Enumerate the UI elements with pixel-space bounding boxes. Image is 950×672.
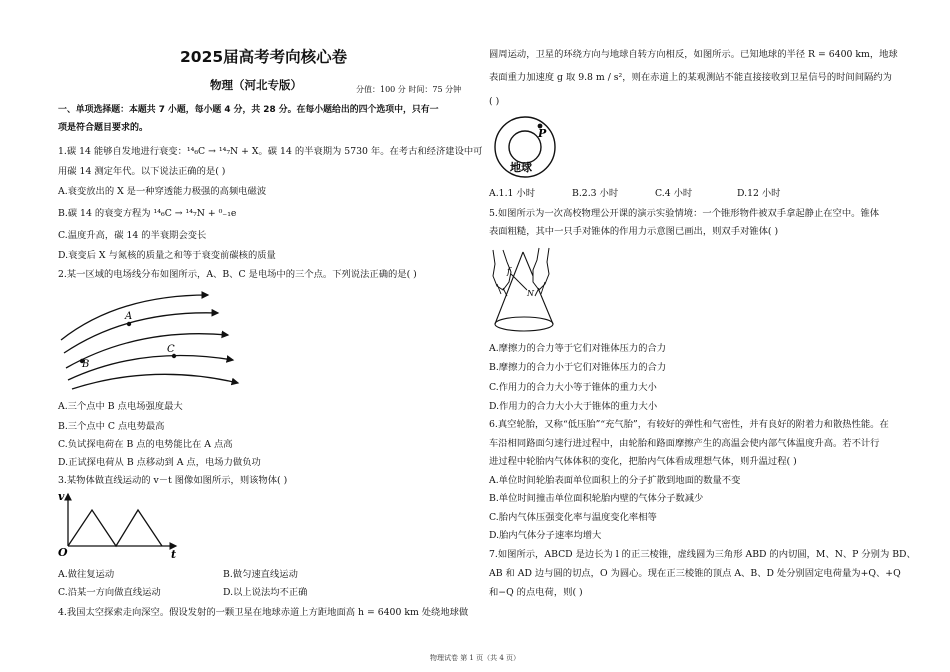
q7-stem: 7.如图所示，ABCD 是边长为 l 的正三棱锥，虚线圆为三角形 ABD 的内切圆，M、N、P 分别为 BD、 <box>489 549 916 560</box>
q1-stem: 1.碳 14 能够自发地进行衰变：¹⁴₆C → ¹⁴₇N + X。碳 14 的半衰期为 5730 年。在考古和经济建设中可 <box>58 146 483 157</box>
q4-stem: 4.我国太空探索走向深空。假设发射的一颗卫星在地球赤道上方距地面高 h = 6400 km 处绕地球做 <box>58 607 469 618</box>
q6-option-a: A.单位时间轮胎表面单位面积上的分子扩散到地面的数量不变 <box>489 475 741 486</box>
earth-circle <box>509 131 541 163</box>
field-line <box>61 295 208 340</box>
right-hand <box>533 248 549 290</box>
exam-title: 2025届高考考向核心卷 <box>180 48 348 66</box>
cone-base <box>495 317 553 331</box>
q1-stem-2: 用碳 14 测定年代。以下说法正确的是( ) <box>58 166 226 177</box>
q2-option-b: B.三个点中 C 点电势最高 <box>58 421 165 432</box>
label-c: C <box>167 344 175 355</box>
label-f: f <box>507 267 511 277</box>
q5-stem: 5.如图所示为一次高校物理公开课的演示实验情境：一个锥形物件被双手拿起静止在空中。锥体 <box>489 208 880 219</box>
q6-stem: 6.真空轮胎，又称“低压胎”“充气胎”，有较好的弹性和气密性，并有良好的附着力和散热性能。在 <box>489 419 889 430</box>
section-heading-2: 项是符合题目要求的。 <box>58 123 149 133</box>
field-line <box>68 356 233 381</box>
q1-option-d: D.衰变后 X 与氮核的质量之和等于衰变前碳核的质量 <box>58 250 276 261</box>
origin-label: O <box>58 546 68 559</box>
axis-v-label: v <box>58 490 65 503</box>
q3-option-a: A.做往复运动 <box>58 569 115 580</box>
point-a <box>127 322 131 326</box>
exam-meta: 分值：100 分 时间：75 分钟 <box>356 85 462 94</box>
q6-option-c: C.胎内气体压强变化率与温度变化率相等 <box>489 512 657 523</box>
cone-hands-figure <box>489 244 559 336</box>
q4-option-a: A.1.1 小时 <box>489 188 536 199</box>
q4-option-c: C.4 小时 <box>655 188 693 199</box>
field-line <box>64 313 218 353</box>
q3-option-b: B.做匀速直线运动 <box>223 569 298 580</box>
field-line <box>72 374 238 389</box>
q4-stem-3: 表面重力加速度 g 取 9.8 m / s²，则在赤道上的某观测站不能直接接收到卫星信号的时间间隔约为 <box>489 72 892 83</box>
q4-stem-2: 圆周运动，卫星的环绕方向与地球自转方向相反，如图所示。已知地球的半径 R = 6400 km，地球 <box>489 49 898 60</box>
q1-option-a: A.衰变放出的 X 是一种穿透能力极强的高频电磁波 <box>58 186 267 197</box>
q1-option-c: C.温度升高，碳 14 的半衰期会变长 <box>58 230 207 241</box>
q4-stem-4: ( ) <box>489 96 500 107</box>
q2-stem: 2.某一区域的电场线分布如图所示，A、B、C 是电场中的三个点。下列说法正确的是( ) <box>58 269 417 280</box>
earth-orbit-figure <box>493 114 557 180</box>
q3-option-d: D.以上说法均不正确 <box>223 587 308 598</box>
q5-option-b: B.摩擦力的合力小于它们对锥体压力的合力 <box>489 362 667 373</box>
q6-option-d: D.胎内气体分子速率均增大 <box>489 530 602 541</box>
q3-option-c: C.沿某一方向做直线运动 <box>58 587 161 598</box>
q3-stem: 3.某物体做直线运动的 v－t 图像如图所示，则该物体( ) <box>58 475 288 486</box>
page-footer: 物理试卷 第 1 页（共 4 页） <box>429 654 521 662</box>
q4-option-b: B.2.3 小时 <box>572 188 619 199</box>
label-n: N <box>527 289 534 298</box>
label-a: A <box>125 311 133 322</box>
q1-option-b: B.碳 14 的衰变方程为 ¹⁴₆C → ¹⁴₇N + ⁰₋₁e <box>58 208 237 219</box>
q6-stem-3: 进过程中轮胎内气体体积的变化，把胎内气体看成理想气体，则升温过程( ) <box>489 456 797 467</box>
normal-force-arrow <box>519 282 527 290</box>
exam-subtitle: 物理（河北专版） <box>210 78 302 92</box>
q2-option-a: A.三个点中 B 点电场强度最大 <box>58 401 183 412</box>
q5-option-d: D.作用力的合力大小大于锥体的重力大小 <box>489 401 658 412</box>
q5-stem-2: 表面粗糙，其中一只手对锥体的作用力示意图已画出，则双手对锥体( ) <box>489 226 779 237</box>
q5-option-c: C.作用力的合力大小等于锥体的重力大小 <box>489 382 657 393</box>
q7-stem-3: 和−Q 的点电荷，则( ) <box>489 587 583 598</box>
q6-option-b: B.单位时间撞击单位面积轮胎内壁的气体分子数减少 <box>489 493 704 504</box>
q5-option-a: A.摩擦力的合力等于它们对锥体压力的合力 <box>489 343 667 354</box>
vt-curve <box>68 510 162 546</box>
field-line <box>66 334 228 368</box>
q6-stem-2: 车沿相同路面匀速行进过程中，由轮胎和路面摩擦产生的高温会使内部气体温度升高。若不计行 <box>489 438 880 449</box>
section-heading: 一、单项选择题：本题共 7 小题，每小题 4 分，共 28 分。在每小题给出的四个选项中，只有一 <box>58 105 439 115</box>
q4-option-d: D.12 小时 <box>737 188 781 199</box>
axis-t-label: t <box>171 548 177 560</box>
label-p: P <box>538 127 547 140</box>
electric-field-figure <box>58 285 258 397</box>
q2-option-c: C.负试探电荷在 B 点的电势能比在 A 点高 <box>58 439 233 450</box>
q7-stem-2: AB 和 AD 边与圆的切点，O 为圆心。现在正三棱锥的顶点 A、B、D 处分别固定电荷量为+Q、+Q <box>489 568 901 579</box>
label-b: B <box>82 359 90 370</box>
q2-option-d: D.正试探电荷从 B 点移动到 A 点，电场力做负功 <box>58 457 261 468</box>
label-earth: 地球 <box>510 161 532 174</box>
vt-graph-figure <box>58 488 188 560</box>
